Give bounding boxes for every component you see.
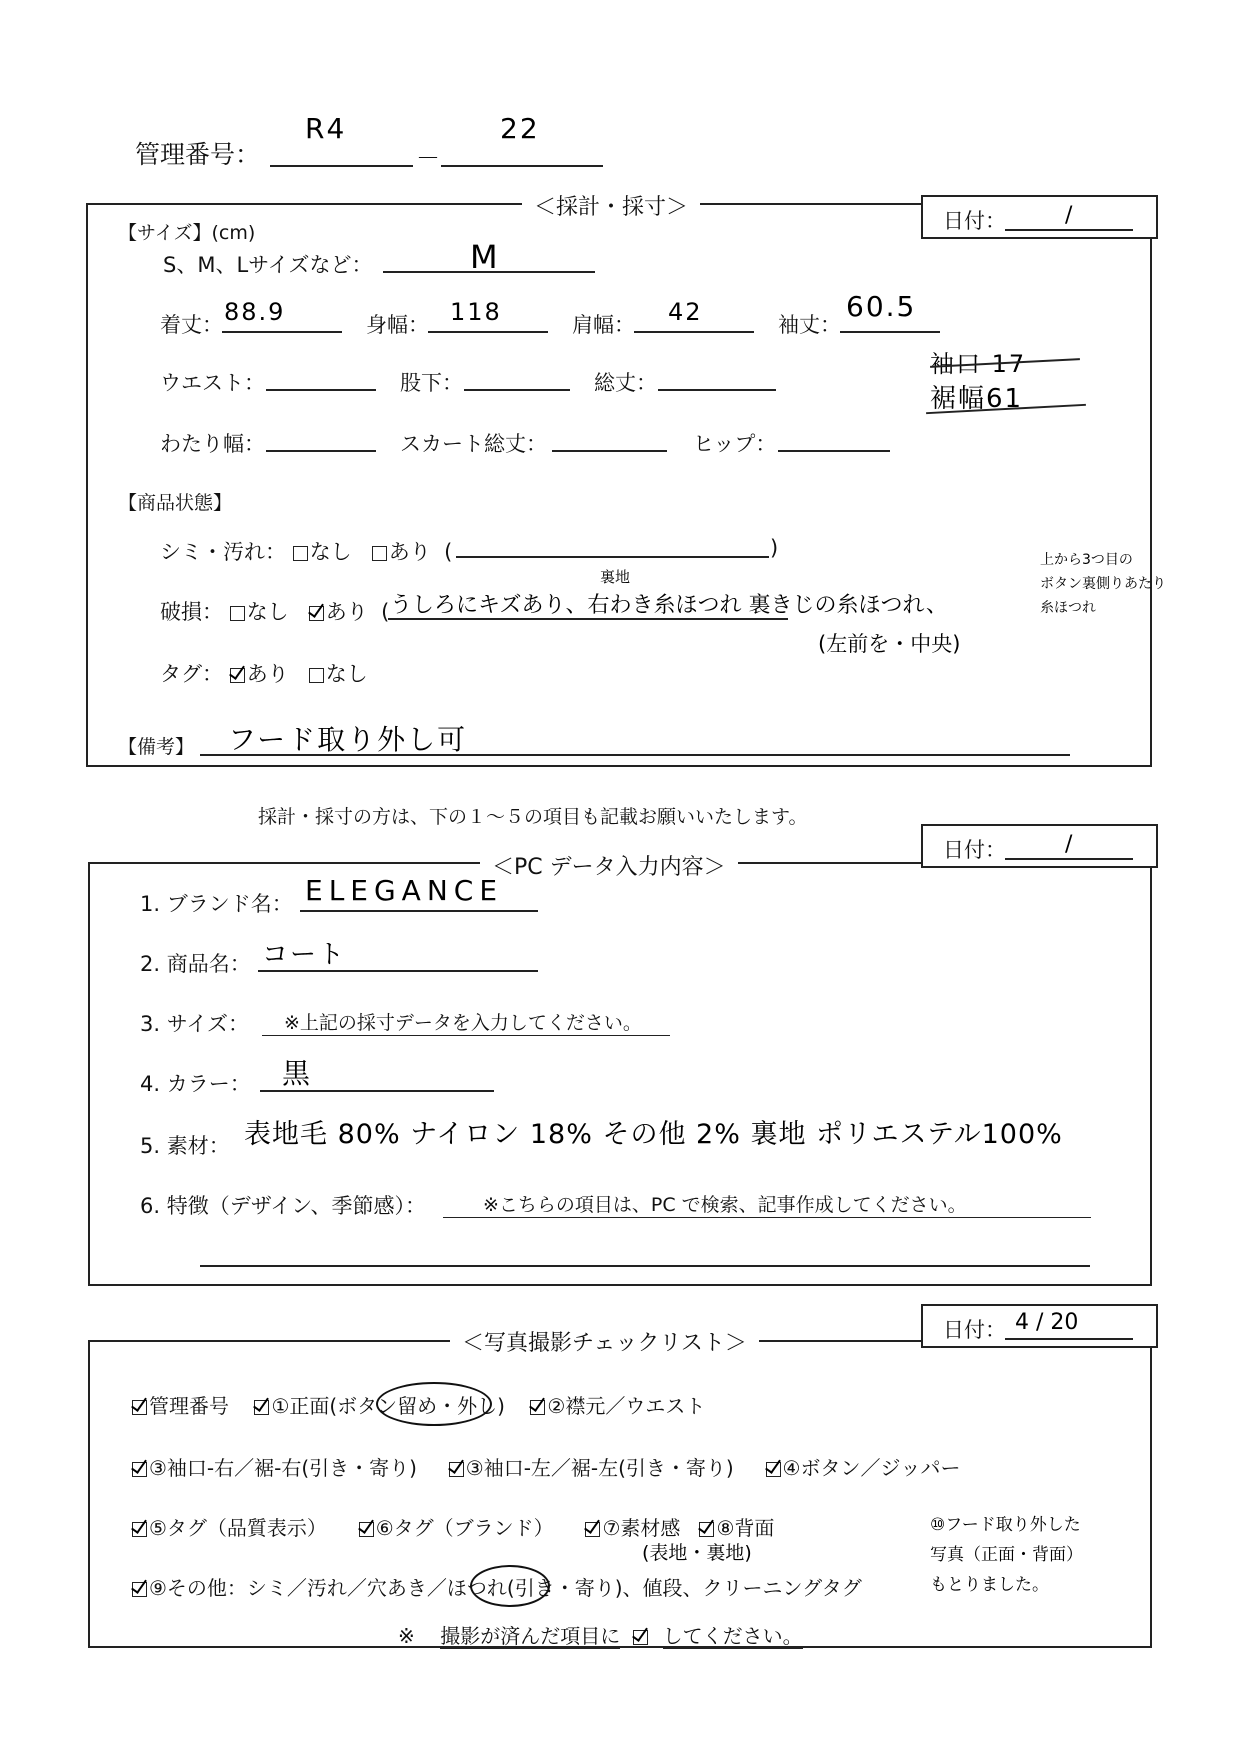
date-value: 4 / 20: [1015, 1310, 1079, 1335]
check-texture-checkbox[interactable]: [585, 1522, 600, 1537]
kitake-label: 着丈：: [160, 313, 223, 337]
waist-label: ウエスト：: [160, 371, 265, 395]
check-other-checkbox[interactable]: [132, 1582, 147, 1597]
check-cuff-right-checkbox[interactable]: [132, 1462, 147, 1477]
damage-text: うしろにキズあり、右わき糸ほつれ 裏きじの糸ほつれ、: [390, 593, 948, 618]
mgmt-number: 22: [500, 112, 540, 145]
item-label: 2. 商品名：: [140, 952, 251, 976]
brand-line: [300, 910, 538, 912]
tag-none-label: なし: [325, 662, 368, 686]
soutake-line: [658, 389, 776, 391]
check-cuff-right-label: ③袖口-右／裾-右(引き・寄り): [149, 1456, 417, 1480]
note-10: ⑩フード取り外した 写真（正面・背面） もとりました。: [930, 1515, 1083, 1595]
stain-yes-checkbox[interactable]: [372, 546, 387, 561]
date-label: 日付：: [943, 1318, 1006, 1342]
footer-text-2: してください。: [662, 1624, 803, 1648]
check-tag-brand-label: ⑥タグ（ブランド）: [375, 1516, 554, 1540]
note-susohaba: 裾幅61: [930, 384, 1024, 414]
watari-label: わたり幅：: [160, 432, 265, 456]
measurement-section-title: ＜採計・採寸＞: [522, 190, 700, 221]
footer-mark: ※: [398, 1624, 415, 1648]
brand-label: 1. ブランド名：: [140, 892, 293, 916]
tag-yes-checkbox[interactable]: [230, 668, 245, 683]
damage-side-note: 上から3つ目の ボタン裏側りあたり 糸ほつれ: [1040, 552, 1166, 616]
color-value: 黒: [282, 1057, 313, 1090]
skirt-label: スカート総丈：: [400, 432, 547, 456]
checklist-footer: [398, 1620, 803, 1649]
front-circle-mark: [376, 1382, 492, 1426]
footer-checkbox-icon: [633, 1630, 648, 1645]
sml-label: S、M、Lサイズなど：: [163, 253, 373, 277]
check-button-label: ④ボタン／ジッパー: [782, 1456, 961, 1480]
stain-detail-line: [456, 556, 769, 558]
stain-none-label: なし: [309, 540, 352, 564]
check-back-label: ⑧背面: [716, 1516, 775, 1540]
photo-date-box: [921, 1304, 1158, 1348]
kitake-line: [222, 331, 342, 333]
material-value: 表地毛 80% ナイロン 18% その他 2% 裏地 ポリエステル100%: [244, 1119, 1063, 1150]
mgmt-dash: －: [416, 144, 440, 172]
damage-ura-note: 裏地: [600, 568, 631, 586]
skirt-line: [552, 450, 667, 452]
note-sodeguchi: 袖口 17: [930, 350, 1027, 378]
watari-line: [266, 450, 376, 452]
size-heading: 【サイズ】(cm): [118, 222, 256, 244]
kitake-value: 88.9: [224, 298, 286, 326]
matashita-line: [464, 389, 570, 391]
feature-extra-line: [200, 1265, 1090, 1267]
size-value: ※上記の採寸データを入力してください。: [262, 1008, 670, 1036]
size-label: 3. サイズ：: [140, 1012, 250, 1036]
sml-value: M: [470, 238, 500, 276]
yukitake-value: 60.5: [846, 290, 917, 323]
footer-text-1: 撮影が済んだ項目に: [440, 1624, 621, 1648]
yukitake-label: 袖丈：: [778, 313, 841, 337]
check-mgmt-checkbox[interactable]: [132, 1400, 147, 1415]
photo-checklist-section: [88, 1340, 1152, 1648]
texture-note: (表地・裏地): [642, 1542, 752, 1564]
damage-paren-open: (: [381, 600, 390, 624]
pc-data-section-title: ＜PC データ入力内容＞: [480, 850, 738, 881]
check-row-2: [132, 1452, 960, 1481]
feature-value: ※こちらの項目は、PC で検索、記事作成してください。: [443, 1190, 1091, 1218]
mgmt-label: 管理番号：: [135, 140, 261, 169]
hotsure-circle-mark: [470, 1565, 550, 1607]
check-button-checkbox[interactable]: [766, 1462, 781, 1477]
stain-row: [160, 536, 452, 566]
mgmt-number-line: [441, 165, 603, 167]
check-collar-checkbox[interactable]: [530, 1400, 545, 1415]
condition-heading: 【商品状態】: [118, 492, 233, 514]
damage-yes-label: あり: [325, 600, 368, 624]
date-value: /: [1065, 832, 1073, 857]
stain-yes-label: あり: [388, 540, 431, 564]
damage-none-checkbox[interactable]: [230, 606, 245, 621]
remarks-label: 【備考】: [118, 736, 195, 758]
stain-label: シミ・汚れ：: [160, 540, 286, 564]
katahaba-label: 肩幅：: [572, 313, 635, 337]
mihaba-value: 118: [450, 298, 502, 326]
date-label: 日付：: [943, 838, 1006, 862]
date-line: [1005, 229, 1133, 231]
mihaba-line: [428, 331, 548, 333]
damage-yes-checkbox[interactable]: [309, 606, 324, 621]
katahaba-value: 42: [668, 298, 703, 326]
instruction-text: 採計・採寸の方は、下の１～５の項目も記載お願いいたします。: [258, 806, 808, 828]
item-value: コート: [262, 940, 347, 970]
photo-checklist-title: ＜写真撮影チェックリスト＞: [450, 1326, 759, 1357]
check-tag-brand-checkbox[interactable]: [359, 1522, 374, 1537]
measurement-date-box: [921, 195, 1158, 239]
tag-row: [160, 658, 368, 688]
stain-paren-close: ): [770, 536, 779, 560]
hip-line: [778, 450, 890, 452]
check-mgmt-label: 管理番号: [149, 1394, 229, 1418]
check-texture-label: ⑦素材感: [602, 1516, 681, 1540]
material-label: 5. 素材：: [140, 1134, 230, 1158]
damage-detail-line: [388, 618, 788, 620]
check-collar-label: ②襟元／ウエスト: [547, 1394, 706, 1418]
date-label: 日付：: [943, 209, 1006, 233]
check-other-label: ⑨その他：シミ／汚れ／穴あき／ほつれ(引き・寄り)、値段、クリーニングタグ: [149, 1576, 862, 1600]
mihaba-label: 身幅：: [366, 313, 429, 337]
hip-label: ヒップ：: [693, 432, 777, 456]
matashita-label: 股下：: [400, 371, 463, 395]
check-cuff-left-label: ③袖口-左／裾-左(引き・寄り): [465, 1456, 734, 1480]
feature-label: 6. 特徴（デザイン、季節感）：: [140, 1194, 427, 1218]
katahaba-line: [634, 331, 754, 333]
yukitake-line: [840, 331, 940, 333]
damage-none-label: なし: [246, 600, 289, 624]
stain-paren-open: (: [444, 540, 453, 564]
check-front-label: ①正面(ボタン留め・外し): [271, 1394, 505, 1418]
date-value: /: [1065, 203, 1073, 228]
stain-none-checkbox[interactable]: [293, 546, 308, 561]
damage-sub-note: (左前を・中央): [818, 632, 961, 656]
check-back-checkbox[interactable]: [699, 1522, 714, 1537]
date-line: [1005, 1338, 1133, 1340]
date-line: [1005, 858, 1133, 860]
color-label: 4. カラー：: [140, 1072, 251, 1096]
pc-data-date-box: [921, 824, 1158, 868]
waist-line: [266, 389, 376, 391]
check-cuff-left-checkbox[interactable]: [449, 1462, 464, 1477]
remarks-value: フード取り外し可: [228, 723, 468, 756]
mgmt-prefix-line: [270, 165, 413, 167]
tag-label: タグ：: [160, 662, 223, 686]
damage-row: [160, 596, 389, 626]
tag-yes-label: あり: [246, 662, 289, 686]
check-row-3: [132, 1512, 774, 1541]
brand-value: ELEGANCE: [305, 874, 504, 907]
damage-label: 破損：: [160, 600, 223, 624]
check-front-checkbox[interactable]: [254, 1400, 269, 1415]
tag-none-checkbox[interactable]: [309, 668, 324, 683]
soutake-label: 総丈：: [594, 371, 657, 395]
check-tag-quality-label: ⑤タグ（品質表示）: [149, 1516, 327, 1540]
check-tag-quality-checkbox[interactable]: [132, 1522, 147, 1537]
mgmt-prefix: R4: [305, 112, 347, 145]
